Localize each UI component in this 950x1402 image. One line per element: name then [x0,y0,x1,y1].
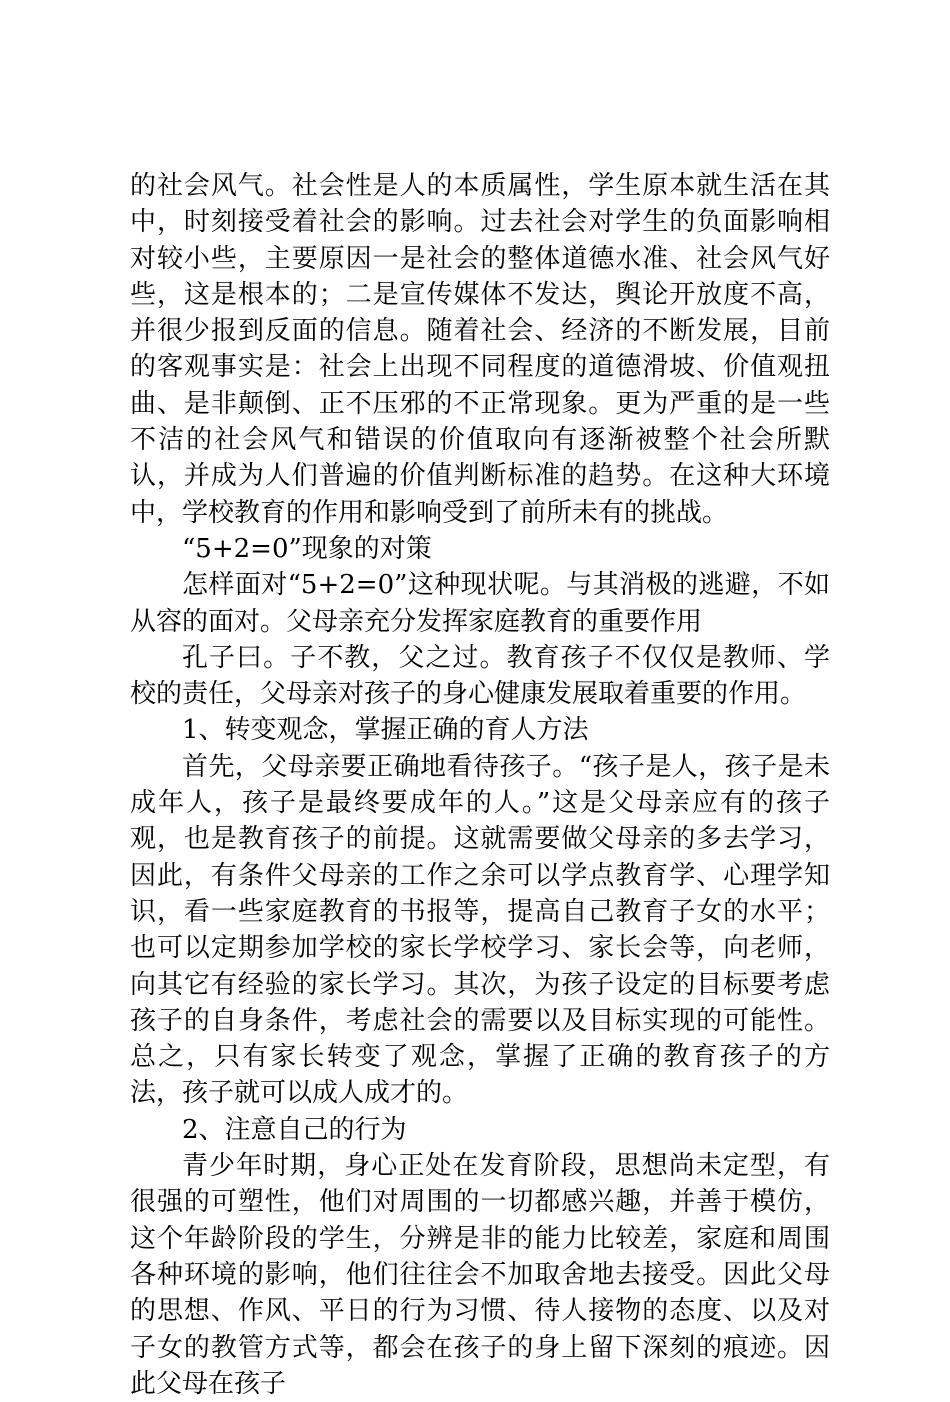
heading-own-behavior: 2、注意自己的行为 [182,1114,407,1145]
paragraph-parents-view: 首先，父母亲要正确地看待孩子。“孩子是人，孩子是未成年人，孩子是最终要成年的人。”这是父母亲应有的孩子观，也是教育孩子的前提。这就需要做父母亲的多去学习，因此，有条件父母亲的工作之余可以学点教育学、心理学知识，看一些家庭教育的书报等，提高自己教育子女的水平；也可以定期参加学校的家长学校学习、家长会等，向老师，向其它有经验的家长学习。其次，为孩子设定的目标要考虑孩子的自身条件，考虑社会的需要以及目标实现的可能性。总之，只有家长转变了观念，掌握了正确的教育孩子的方法，孩子就可以成人成才的。 [130,751,830,1109]
paragraph-how-to-face: 怎样面对“5+2=0”这种现状呢。与其消极的逃避，不如从容的面对。父母亲充分发挥家庭教育的重要作用 [130,570,830,637]
paragraph-adolescence: 青少年时期，身心正处在发育阶段，思想尚未定型，有很强的可塑性，他们对周围的一切都感兴趣，并善于模仿，这个年龄阶段的学生，分辨是非的能力比较差，家庭和周围各种环境的影响，他们往往会不加取舍地去接受。因此父母的思想、作风、平日的行为习惯、待人接物的态度、以及对子女的教管方式等，都会在孩子的身上留下深刻的痕迹。因此父母在孩子 [130,1151,830,1399]
paragraph-confucius: 孔子曰。子不教，父之过。教育孩子不仅仅是教师、学校的责任，父母亲对孩子的身心健康发展取着重要的作用。 [130,642,830,710]
paragraph-social-atmosphere: 的社会风气。社会性是人的本质属性，学生原本就生活在其中，时刻接受着社会的影响。过去社会对学生的负面影响相对较小些，主要原因一是社会的整体道德水准、社会风气好些，这是根本的；二是宣传媒体不发达，舆论开放度不高，并很少报到反面的信息。随着社会、经济的不断发展，目前的客观事实是：社会上出现不同程度的道德滑坡、价值观扭曲、是非颠倒、正不压邪的不正常现象。更为严重的是一些不洁的社会风气和错误的价值取向有逐渐被整个社会所默认，并成为人们普遍的价值判断标准的趋势。在这种大环境中，学校教育的作用和影响受到了前所未有的挑战。 [130,171,830,528]
heading-countermeasures: “5+2=0”现象的对策 [182,533,432,564]
heading-change-concept: 1、转变观念，掌握正确的育人方法 [182,715,589,746]
document-page [130,168,830,1402]
